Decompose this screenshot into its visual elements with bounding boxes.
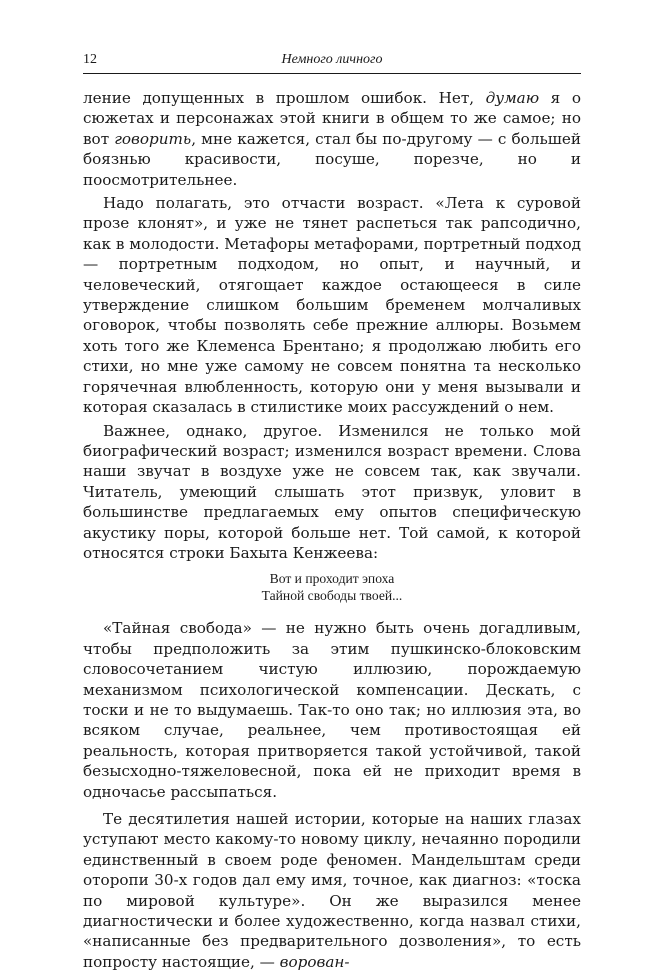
text-run: я о сюжетах и персонажах этой книги в общем то же самое; но вот [83,89,581,148]
paragraph [83,193,581,417]
paragraph [83,88,581,190]
italic-run: ворован- [279,952,350,971]
body-text [83,88,581,972]
running-header [83,49,581,74]
paragraph [83,421,581,564]
text-run: Важнее, однако, другое. Изменился не только мой биографический возраст; изменился возраст времени. Слова наши звучат в воздухе уже не совсем так, как звучали. Читатель, умеющий слышать этот призвук, уловит в большинстве предлагаемых ему опытов специфическую акустику поры, которой больше нет. Той самой, к которой относятся строки Бахыта Кенжеева: [83,421,581,562]
text-run: Те десятилетия нашей истории, которые на наших глазах уступают место какому-то новому циклу, нечаянно породили единственный в своем роде феномен. Мандельштам среди оторопи 30-х годов дал ему имя, точное, как диагноз: «тоска по мировой культуре». Он же выразился менее диагностически и более художественно, когда назвал стихи, «написанные без предварительного дозволения», то есть попросту настоящие, — [83,810,581,971]
text-run: , мне кажется, стал бы по-другому — с большей боязнью красивости, посуше, порезче, но и поосмотрительнее. [83,129,581,189]
page-number: 12 [83,52,97,67]
running-title: Немного личного [281,52,383,67]
paragraph [83,809,581,972]
italic-run: думаю [485,89,540,107]
italic-run: говорить [114,129,192,148]
verse-line: Вот и проходит эпоха [269,571,395,587]
verse-line: Тайной свободы твоей... [261,588,403,604]
paragraph [83,618,581,802]
text-run: «Тайная свобода» — не нужно быть очень догадливым, чтобы предположить за этим пушкинско-блоковским словосочетанием чистую иллюзию, порождаемую механизмом психологической компенсации. Дескать, с тоски и не то выдумаешь. Так-то оно так; но иллюзия эта, во всяком случае, реальнее, чем противостоящая ей реальность, которая притворяется такой устойчивой, такой безысходно-тяжеловесной, пока ей не приходит время в одночасье рассыпаться. [83,619,581,801]
verse-quote [83,570,581,604]
text-run: Надо полагать, это отчасти возраст. «Лета к суровой прозе клонят», и уже не тянет распеться так рапсодично, как в молодости. Метафоры метафорами, портретный подход — портретным подходом, но опыт, и научный, и человеческий, отягощает каждое остающееся в силе утверждение слишком большим бременем молчаливых оговорок, чтобы позволять себе прежние аллюры. Возьмем хоть того же Клеменса Брентано; я продолжаю любить его стихи, но мне уже самому не совсем понятна та несколько горячечная влюбленность, которую они у меня вызывали и которая сказалась в стилистике моих рассуждений о нем. [83,194,581,417]
text-run: ление допущенных в прошлом ошибок. Нет, [83,89,486,107]
